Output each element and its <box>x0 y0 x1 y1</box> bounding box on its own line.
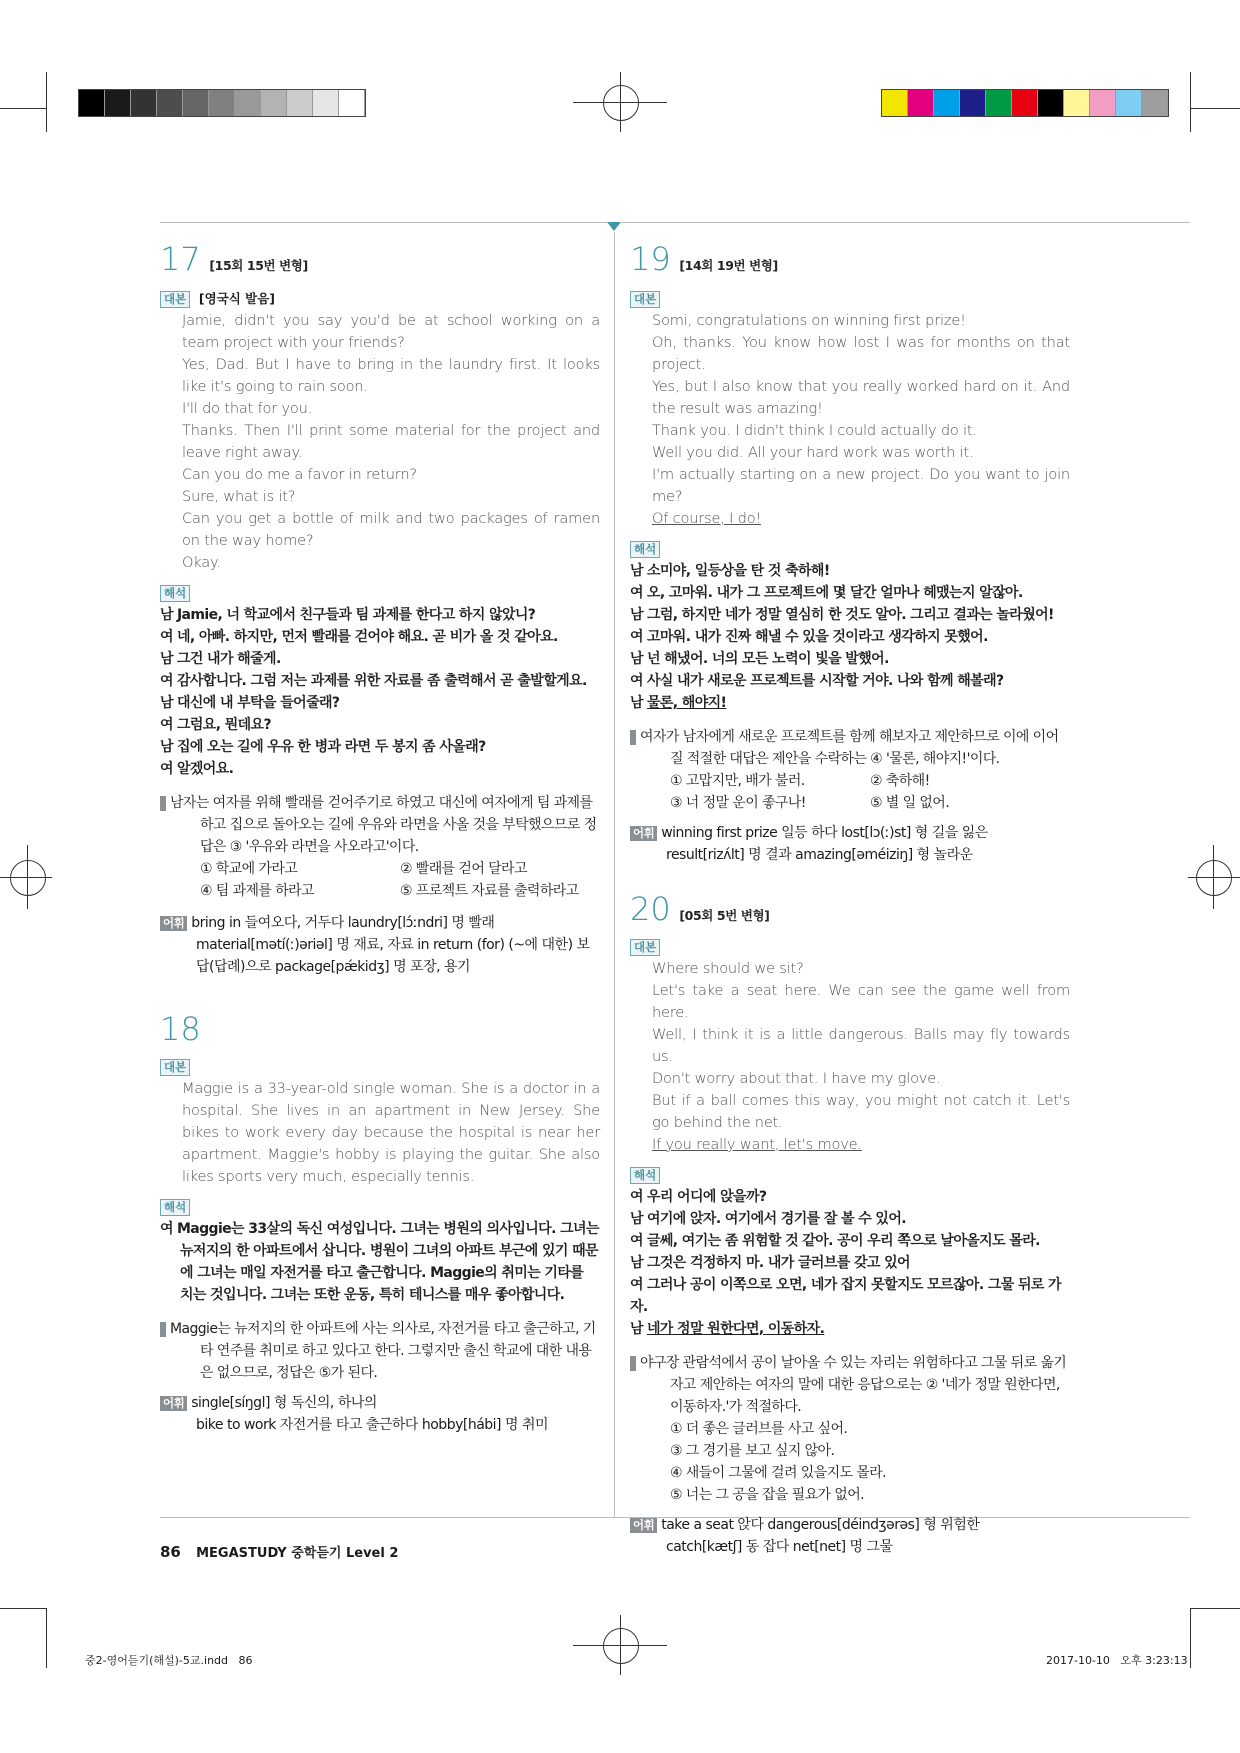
vocab-line: result[rizʌ́lt] 명 결과 amazing[əméiziŋ] 형 놀라운 <box>666 847 973 863</box>
option: ⑤ 프로젝트 자료를 출력하라고 <box>400 883 579 899</box>
explanation-text: 여자가 남자에게 새로운 프로젝트를 함께 해보자고 제안하므로 이에 이어질 적절한 대답은 제안을 수락하는 ④ '물론, 해야지!'이다. <box>640 729 1059 767</box>
translation-lines <box>630 1186 1070 1340</box>
answer-options <box>160 858 600 902</box>
gray-swatch <box>235 90 261 116</box>
script-line: If you really want, let's move. <box>652 1136 862 1153</box>
script-tag: 대본 <box>630 291 660 308</box>
script-tag: 대본 <box>160 291 190 308</box>
script-line: Okay. <box>182 554 221 571</box>
translation-line: 남 그것은 걱정하지 마. 내가 글러브를 갖고 있어 <box>630 1255 910 1271</box>
left-column <box>123 240 600 1433</box>
explanation-text: Maggie는 뉴저지의 한 아파트에 사는 의사로, 자전거를 타고 출근하고, 기타 연주를 취미로 하고 있다고 한다. 그렇지만 출신 학교에 대한 내용은 없으므로, 정답은 ⑤가 된다. <box>170 1321 596 1381</box>
vocab-line: material[mətí(ː)əriəl] 명 재료, 자료 in return (for) (~에 대한) 보답(답례)으로 package[pǽkidʒ] 명 포장, 용기 <box>196 937 590 975</box>
color-swatch <box>960 90 986 116</box>
page-footer <box>160 1542 398 1561</box>
vocabulary <box>160 912 600 978</box>
header-rule-left <box>160 222 608 223</box>
translation-line: 남 넌 해냈어. 너의 모든 노력이 빛을 발했어. <box>630 651 889 667</box>
registration-mark-top <box>603 85 639 121</box>
translation-line: 여 글쎄, 여기는 좀 위험할 것 같아. 공이 우리 쪽으로 날아올지도 몰라. <box>630 1233 1040 1249</box>
translation-line: 남 물론, 해야지! <box>630 695 727 711</box>
slug-file: 중2-영어듣기(해설)-5교.indd 86 <box>85 1654 253 1667</box>
translation-line: 여 알겠어요. <box>160 761 234 777</box>
registration-mark-right <box>1196 860 1232 896</box>
color-swatch <box>934 90 960 116</box>
script-line: Let's take a seat here. We can see the game well from here. <box>652 982 1070 1021</box>
vocabulary <box>160 1392 600 1436</box>
gray-swatch <box>131 90 157 116</box>
script-line: Jamie, didn't you say you'd be at school working on a team project with your friends? <box>182 312 600 351</box>
script-line: Sure, what is it? <box>182 488 296 505</box>
question-number: 17 <box>160 240 201 278</box>
option: ② 빨래를 걷어 달라고 <box>400 861 527 877</box>
explanation-tag: 해설 <box>160 796 166 811</box>
question-source: [15회 15번 변형] <box>209 258 308 273</box>
script-lines <box>630 310 1070 530</box>
script-line: Can you do me a favor in return? <box>182 466 417 483</box>
option: ① 학교에 가라고 <box>200 861 298 877</box>
color-swatch <box>1064 90 1090 116</box>
explanation <box>593 1352 1070 1506</box>
question-20 <box>593 890 1070 1558</box>
script-line: Thank you. I didn't think I could actually do it. <box>652 422 977 439</box>
script-line: Can you get a bottle of milk and two packages of ramen on the way home? <box>182 510 600 549</box>
question-19 <box>593 240 1070 866</box>
gray-swatch <box>313 90 339 116</box>
translation-line: 남 집에 오는 길에 우유 한 병과 라면 두 봉지 좀 사올래? <box>160 739 486 755</box>
header-rule-right <box>622 222 1190 223</box>
color-swatch <box>882 90 908 116</box>
gray-swatch <box>287 90 313 116</box>
color-swatch <box>1090 90 1116 116</box>
color-swatch <box>1012 90 1038 116</box>
explanation-tag: 해설 <box>630 730 636 745</box>
accent-note: [영국식 발음] <box>198 291 276 306</box>
explanation <box>123 792 600 902</box>
vocab-tag: 어휘 <box>160 1396 187 1411</box>
translation-line: 여 오, 고마워. 내가 그 프로젝트에 몇 달간 얼마나 헤맸는지 알잖아. <box>630 585 1023 601</box>
gray-swatch <box>339 90 365 116</box>
script-line: Where should we sit? <box>652 960 804 977</box>
color-swatch <box>1116 90 1142 116</box>
gray-swatch <box>105 90 131 116</box>
translation-line: 여 고마워. 내가 진짜 해낼 수 있을 것이라고 생각하지 못했어. <box>630 629 988 645</box>
color-swatch <box>908 90 934 116</box>
script-tag: 대본 <box>160 1059 190 1076</box>
translation-line: 남 그건 내가 해줄게. <box>160 651 281 667</box>
option: ④ 팀 과제를 하라고 <box>200 883 314 899</box>
option: ② 축하해! <box>870 773 930 789</box>
script-line: Don't worry about that. I have my glove. <box>652 1070 941 1087</box>
vocab-tag: 어휘 <box>630 826 657 841</box>
color-swatch <box>986 90 1012 116</box>
explanation <box>593 726 1070 814</box>
question-18 <box>123 1010 600 1436</box>
column-divider <box>614 232 615 1517</box>
script-line: Yes, Dad. But I have to bring in the laundry first. It looks like it's going to rain soon. <box>182 356 600 395</box>
vocabulary <box>630 1514 1070 1558</box>
translation-line: 남 네가 정말 원한다면, 이동하자. <box>630 1321 825 1337</box>
translation-line: 여 그럼요, 뭔데요? <box>160 717 271 733</box>
option: ⑤ 별 일 없어. <box>870 795 950 811</box>
color-swatch <box>1142 90 1168 116</box>
translation-line: 여 우리 어디에 앉을까? <box>630 1189 767 1205</box>
option: ⑤ 너는 그 공을 잡을 필요가 없어. <box>670 1487 864 1503</box>
script-line: Yes, but I also know that you really worked hard on it. And the result was amazing! <box>652 378 1070 417</box>
vocab-line: take a seat 앉다 dangerous[déindʒərəs] 형 위험한 <box>661 1517 980 1533</box>
question-number: 18 <box>160 1010 201 1048</box>
translation-line: 여 감사합니다. 그럼 저는 과제를 위한 자료를 좀 출력해서 곧 출발할게요. <box>160 673 587 689</box>
option: ③ 그 경기를 보고 싶지 않아. <box>670 1443 835 1459</box>
gray-swatch <box>209 90 235 116</box>
script-tag: 대본 <box>630 939 660 956</box>
registration-mark-left <box>10 860 46 896</box>
translation-tag: 해석 <box>160 1199 190 1216</box>
translation-line: 여 사실 내가 새로운 프로젝트를 시작할 거야. 나와 함께 해볼래? <box>630 673 1004 689</box>
script-lines <box>160 310 600 574</box>
script-line: I'll do that for you. <box>182 400 313 417</box>
script-line: I'm actually starting on a new project. Do you want to join me? <box>652 466 1070 505</box>
option: ① 고맙지만, 배가 불러. <box>670 773 805 789</box>
translation-text: 여 Maggie는 33살의 독신 여성입니다. 그녀는 병원의 의사입니다. 그녀는 뉴저지의 한 아파트에서 삽니다. 병원이 그녀의 아파트 부근에 있기 때문에 그녀는 매일 자전거를 타고 출근합니다. Maggie의 취미는 기타를 치는 것입니다. 그녀는 또한 운동, 특히 테니스를 매우 좋아합니다. <box>160 1221 599 1303</box>
vocab-tag: 어휘 <box>630 1518 657 1533</box>
explanation-tag: 해설 <box>630 1356 636 1371</box>
header-triangle-icon <box>607 222 621 231</box>
book-title: MEGASTUDY 중학듣기 Level 2 <box>196 1546 399 1561</box>
translation-line: 남 대신에 내 부탁을 들어줄래? <box>160 695 340 711</box>
vocab-line: bike to work 자전거를 타고 출근하다 hobby[hábi] 명 취미 <box>196 1417 548 1433</box>
translation-tag: 해석 <box>160 585 190 602</box>
script-line: Well you did. All your hard work was worth it. <box>652 444 974 461</box>
script-line: But if a ball comes this way, you might not catch it. Let's go behind the net. <box>652 1092 1070 1131</box>
explanation-text: 야구장 관람석에서 공이 날아올 수 있는 자리는 위험하다고 그물 뒤로 옮기자고 제안하는 여자의 말에 대한 응답으로는 ② '네가 정말 원한다면, 이동하자.'가 적절하다. <box>640 1355 1067 1415</box>
gray-swatch <box>157 90 183 116</box>
translation-line: 남 여기에 앉자. 여기에서 경기를 잘 볼 수 있어. <box>630 1211 906 1227</box>
vocabulary <box>630 822 1070 866</box>
explanation <box>123 1318 600 1384</box>
vocab-line: winning first prize 일등 하다 lost[lɔ(ː)st] 형 길을 잃은 <box>661 825 988 841</box>
page-number: 86 <box>160 1543 181 1561</box>
slug-timestamp: 2017-10-10 오후 3:23:13 <box>1046 1654 1188 1667</box>
gray-swatch <box>261 90 287 116</box>
script-line: Somi, congratulations on winning first prize! <box>652 312 966 329</box>
vocab-line: single[síŋgl] 형 독신의, 하나의 <box>191 1395 377 1411</box>
gray-swatch <box>183 90 209 116</box>
option: ④ 새들이 그물에 걸려 있을지도 몰라. <box>670 1465 886 1481</box>
option: ① 더 좋은 글러브를 사고 싶어. <box>670 1421 848 1437</box>
script-line: Oh, thanks. You know how lost I was for months on that project. <box>652 334 1070 373</box>
answer-options <box>630 770 1070 814</box>
vocab-line: catch[kætʃ] 동 잡다 net[net] 명 그물 <box>666 1539 893 1555</box>
question-source: [05회 5번 변형] <box>679 908 770 923</box>
translation-line: 여 네, 아빠. 하지만, 먼저 빨래를 걷어야 해요. 곧 비가 올 것 같아요. <box>160 629 558 645</box>
vocab-tag: 어휘 <box>160 916 187 931</box>
vocab-line: bring in 들여오다, 거두다 laundry[lɔ́ːndri] 명 빨래 <box>191 915 495 931</box>
right-column <box>593 240 1070 1555</box>
option: ③ 너 정말 운이 좋구나! <box>670 795 806 811</box>
script-line: Of course, I do! <box>652 510 762 527</box>
question-number: 19 <box>630 240 671 278</box>
translation-lines <box>160 604 600 780</box>
color-swatch <box>1038 90 1064 116</box>
translation-line: 남 소미야, 일등상을 탄 것 축하해! <box>630 563 830 579</box>
grayscale-color-bar <box>78 89 366 117</box>
translation-tag: 해석 <box>630 1167 660 1184</box>
answer-options <box>630 1418 1070 1506</box>
script-line: Well, I think it is a little dangerous. Balls may fly towards us. <box>652 1026 1070 1065</box>
translation-tag: 해석 <box>630 541 660 558</box>
question-number: 20 <box>630 890 671 928</box>
translation-line: 남 Jamie, 너 학교에서 친구들과 팀 과제를 한다고 하지 않았니? <box>160 607 536 623</box>
translation-line: 여 그러나 공이 이쪽으로 오면, 네가 잡지 못할지도 모르잖아. 그물 뒤로 가자. <box>630 1277 1061 1315</box>
translation-line: 남 그럼, 하지만 네가 정말 열심히 한 것도 알아. 그리고 결과는 놀라웠어! <box>630 607 1054 623</box>
gray-swatch <box>79 90 105 116</box>
question-17 <box>123 240 600 978</box>
script-lines <box>630 958 1070 1156</box>
script-text: Maggie is a 33-year-old single woman. She is a doctor in a hospital. She lives in an apartment in New Jersey. She bikes to work every day because the hospital is near her apartment. Maggie's hobby is playing the guitar. She also likes sports very much, especially tennis. <box>182 1080 600 1185</box>
process-color-bar <box>881 89 1169 117</box>
registration-mark-bottom <box>603 1628 639 1664</box>
script-line: Thanks. Then I'll print some material for the project and leave right away. <box>182 422 600 461</box>
explanation-tag: 해설 <box>160 1322 166 1337</box>
translation-lines <box>630 560 1070 714</box>
explanation-text: 남자는 여자를 위해 빨래를 걷어주기로 하였고 대신에 여자에게 팀 과제를 하고 집으로 돌아오는 길에 우유와 라면을 사올 것을 부탁했으므로 정답은 ③ '우유와 라면을 사오라고'이다. <box>170 795 597 855</box>
question-source: [14회 19번 변형] <box>679 258 778 273</box>
